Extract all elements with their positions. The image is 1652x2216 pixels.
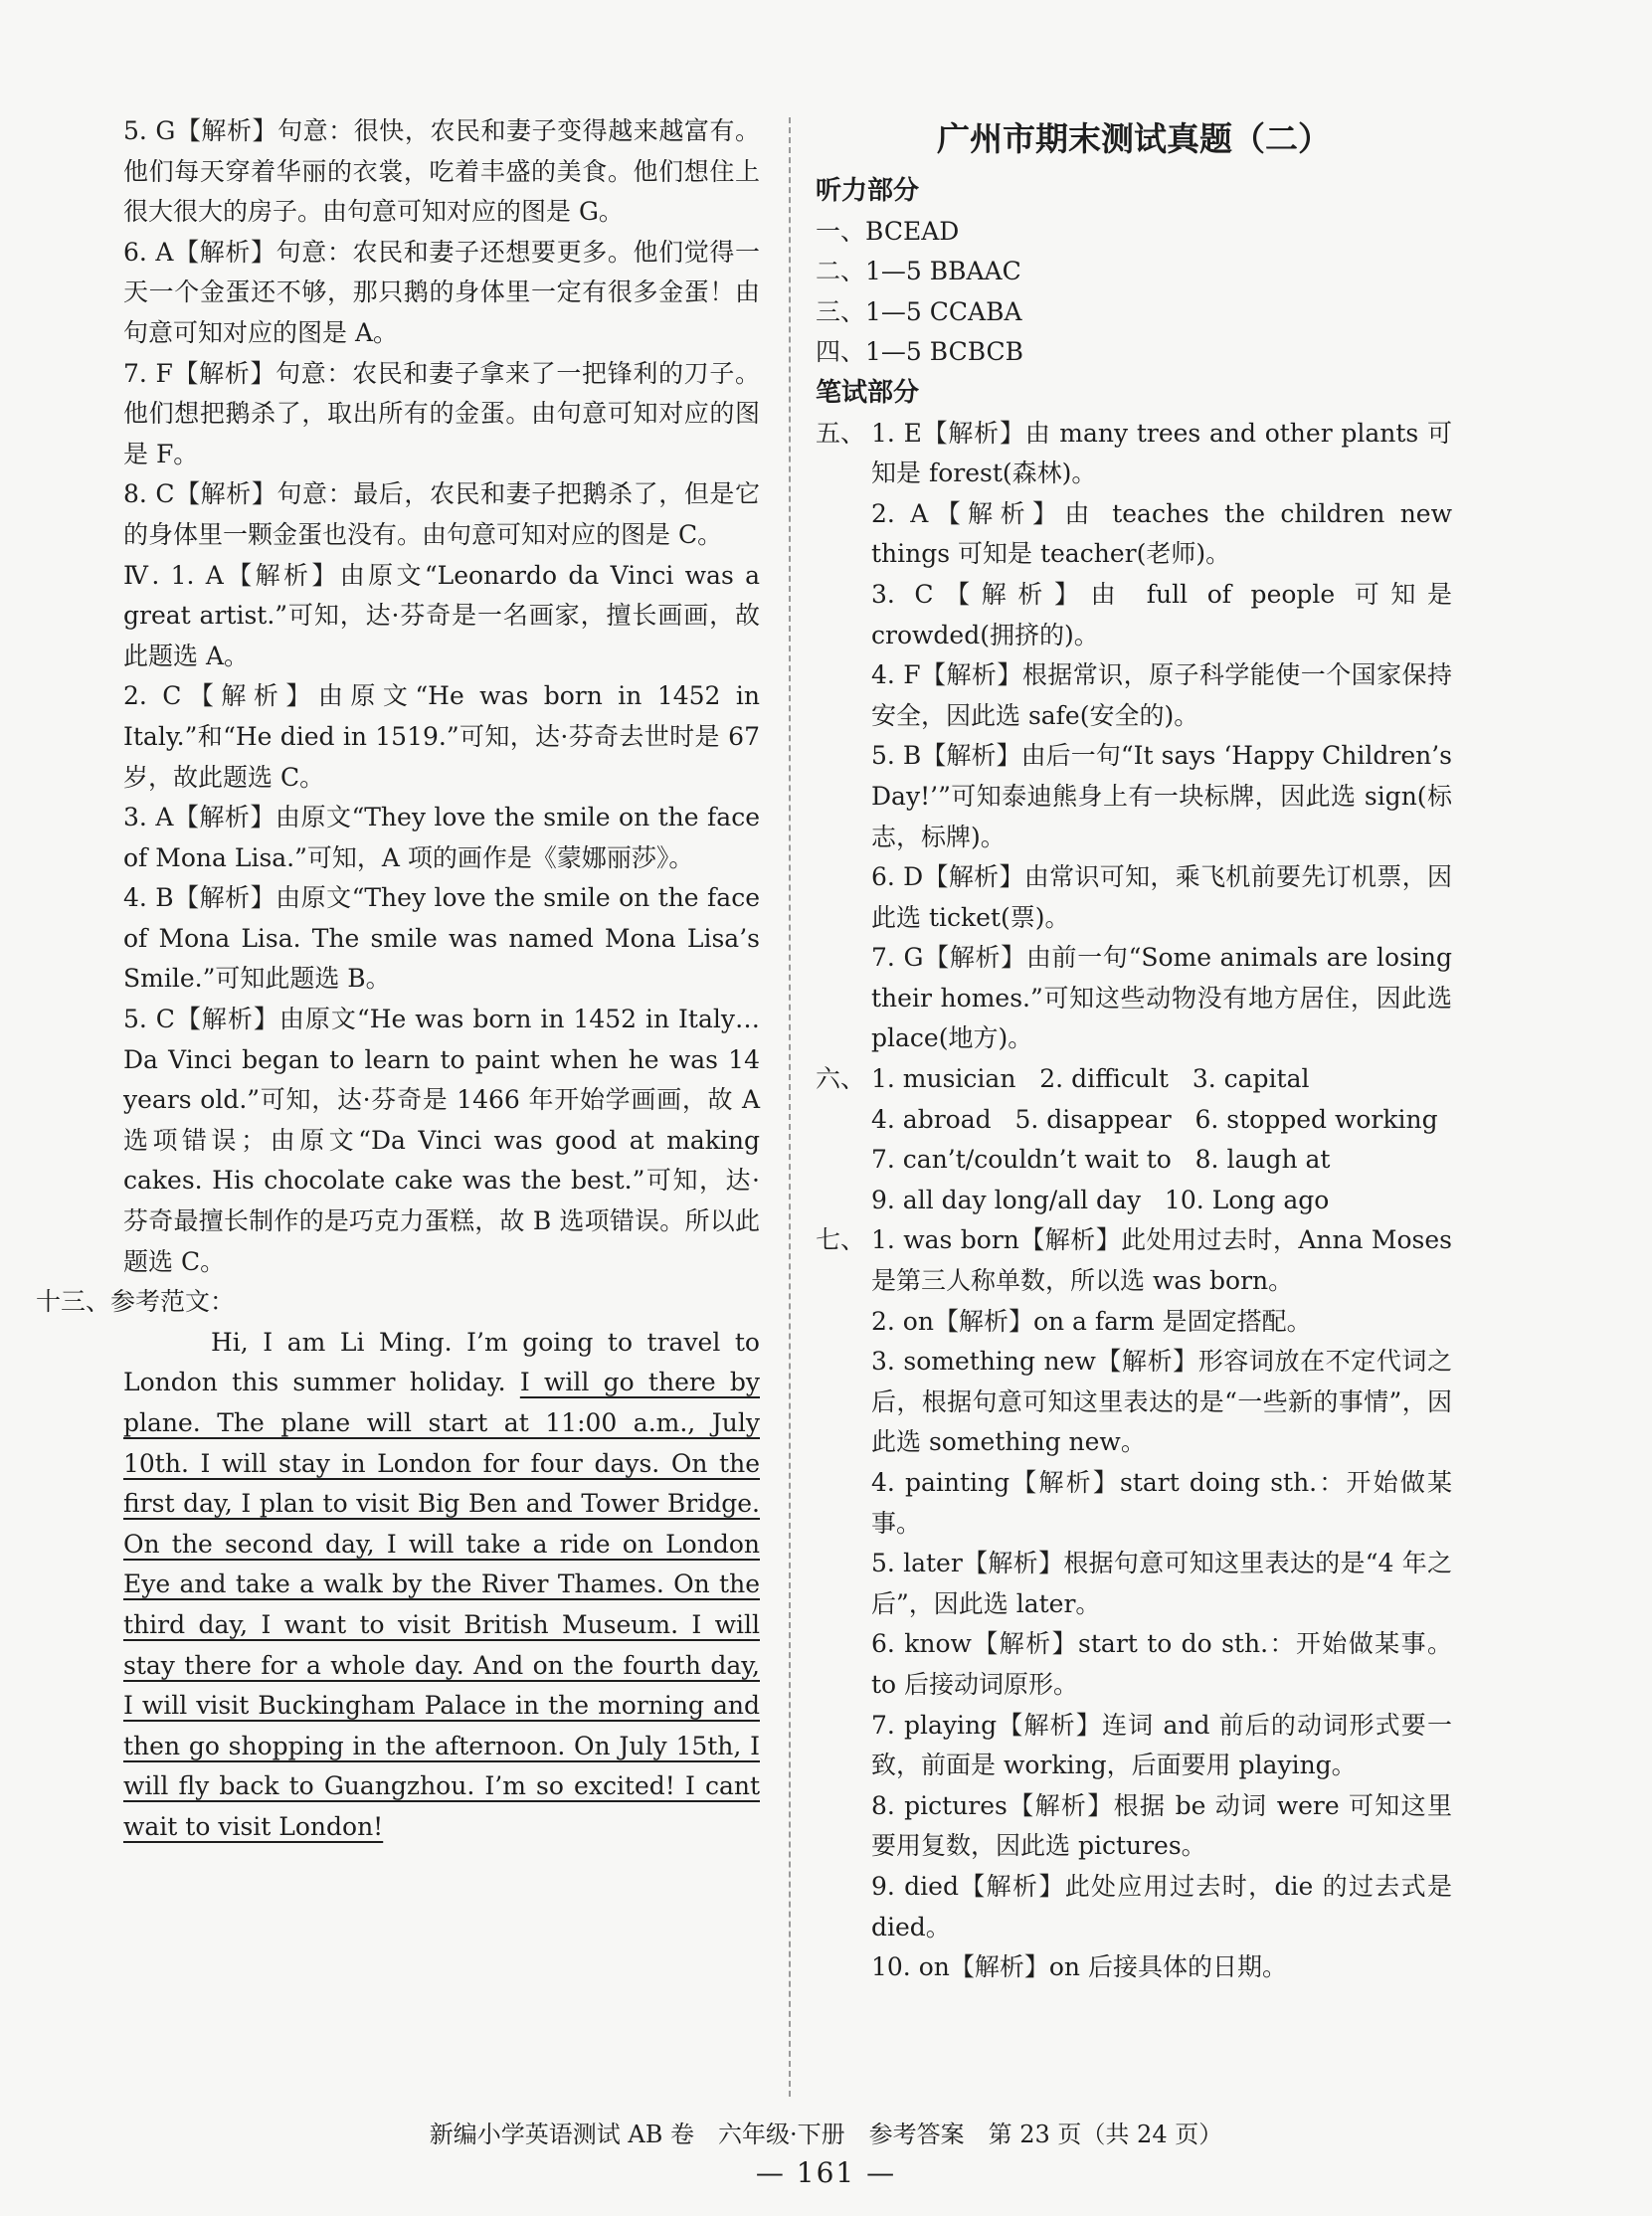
answer-item: 1. was born【解析】此处用过去时，Anna Moses 是第三人称单数，所以选 was born。 (871, 1225, 1452, 1296)
answer-item: 4. B【解析】由原文“They love the smile on the face of Mona Lisa. The smile was named Mona Lisa’s Smile.”可知此题选 B。 (123, 883, 760, 994)
listening-answer: 一、BCEAD (816, 216, 960, 246)
answer-item: 8. pictures【解析】根据 be 动词 were 可知这里要用复数，因此选 pictures。 (871, 1790, 1452, 1861)
answer-item: 8. C【解析】句意：最后，农民和妻子把鹅杀了，但是它的身体里一颗金蛋也没有。由句意可知对应的图是 C。 (123, 479, 760, 549)
answer-item: 5. later【解析】根据句意可知这里表达的是“4 年之后”，因此选 later。 (871, 1549, 1452, 1618)
answer-item: 7. G【解析】由前一句“Some animals are losing their homes.”可知这些动物没有地方居住，因此选 place(地方)。 (871, 943, 1452, 1053)
section-7 (816, 1220, 1452, 1987)
answer-item: 1. E【解析】由 many trees and other plants 可知是 forest(森林)。 (871, 418, 1452, 488)
section-label: 七、 (816, 1225, 866, 1255)
answer-row: 1. musician 2. difficult 3. capital (871, 1064, 1310, 1094)
essay-plain-text: Hi, I am Li Ming. I’m going to travel to London this summer holiday. (123, 1327, 760, 1397)
answer-item: 10. on【解析】on 后接具体的日期。 (871, 1952, 1287, 1982)
answer-item: 5. C【解析】由原文“He was born in 1452 in Italy…Da Vinci began to learn to paint when he was 14 years old.”可知，达·芬奇是 1466 年开始学画画，故 A 选项错误；由原文“Da Vinci was good at making cakes. His chocolate cake was the best.”可知，达·芬奇最擅长制作的是巧克力蛋糕，故 B 选项错误。所以此题选 C。 (123, 1005, 760, 1276)
section-label: 五、 (816, 418, 866, 448)
answer-item: Ⅳ. 1. A【解析】由原文“Leonardo da Vinci was a great artist.”可知，达·芬奇是一名画家，擅长画画，故此题选 A。 (123, 560, 760, 670)
essay-heading: 十三、参考范文： (36, 1287, 236, 1317)
answer-item: 4. F【解析】根据常识，原子科学能使一个国家保持安全，因此选 safe(安全的)。 (871, 660, 1452, 730)
left-column (36, 111, 761, 1848)
page-number: — 161 — (755, 2156, 897, 2189)
answer-item: 2. A【解析】由 teaches the children new things 可知是 teacher(老师)。 (871, 498, 1452, 569)
writing-heading: 笔试部分 (816, 377, 920, 408)
answer-item: 3. something new【解析】形容词放在不定代词之后，根据句意可知这里表达的是“一些新的事情”，因此选 something new。 (871, 1347, 1452, 1457)
answer-item: 9. died【解析】此处应用过去时，die 的过去式是 died。 (871, 1871, 1452, 1941)
section-5 (816, 414, 1452, 1060)
answer-item: 6. know【解析】start to do sth.：开始做某事。to 后接动词原形。 (871, 1629, 1452, 1699)
answer-item: 3. A【解析】由原文“They love the smile on the face of Mona Lisa.”可知，A 项的画作是《蒙娜丽莎》。 (123, 803, 760, 872)
answer-item: 3. C【解析】由 full of people 可知是 crowded(拥挤的)。 (871, 579, 1452, 649)
listening-heading: 听力部分 (816, 176, 920, 206)
footer-caption: 新编小学英语测试 AB 卷 六年级·下册 参考答案 第 23 页（共 24 页） (429, 2121, 1223, 2148)
model-essay (123, 1323, 760, 1848)
answer-item: 2. on【解析】on a farm 是固定搭配。 (871, 1306, 1312, 1336)
answer-row: 9. all day long/all day 10. Long ago (871, 1185, 1330, 1214)
answer-item: 6. D【解析】由常识可知，乘飞机前要先订机票，因此选 ticket(票)。 (871, 862, 1452, 932)
answer-row: 7. can’t/couldn’t wait to 8. laugh at (871, 1145, 1331, 1175)
section-label: 六、 (816, 1064, 866, 1094)
answer-item: 6. A【解析】句意：农民和妻子还想要更多。他们觉得一天一个金蛋还不够，那只鹅的身体里一定有很多金蛋！由句意可知对应的图是 A。 (123, 237, 760, 347)
answer-item: 7. F【解析】句意：农民和妻子拿来了一把锋利的刀子。他们想把鹅杀了，取出所有的金蛋。由句意可知对应的图是 F。 (123, 358, 760, 468)
answer-item: 5. G【解析】句意：很快，农民和妻子变得越来越富有。他们每天穿着华丽的衣裳，吃着丰盛的美食。他们想住上很大很大的房子。由句意可知对应的图是 G。 (123, 116, 760, 227)
listening-answer: 三、1—5 CCABA (816, 296, 1022, 326)
answer-item: 4. painting【解析】start doing sth.：开始做某事。 (871, 1468, 1452, 1538)
page-title: 广州市期末测试真题（二） (937, 119, 1331, 158)
answer-item: 2. C【解析】由原文“He was born in 1452 in Italy.”和“He died in 1519.”可知，达·芬奇去世时是 67 岁，故此题选 C。 (123, 681, 760, 792)
right-column (816, 111, 1452, 1988)
essay-underlined-text: I will go there by plane. The plane will start at 11:00 a.m., July 10th. I will stay in London for four days. On the first day, I plan to visit Big Ben and Tower Bridge. On the second day, I will take a ride on London Eye and take a walk by the River Thames. On the third day, I want to visit British Museum. I will stay there for a whole day. And on the fourth day, I will visit Buckingham Palace in the morning and then go shopping in the afternoon. On July 15th, I will fly back to Guangzhou. I’m so excited! I cant wait to visit London! (123, 1368, 761, 1841)
column-divider (789, 117, 791, 2097)
answer-row: 4. abroad 5. disappear 6. stopped working (871, 1104, 1438, 1134)
listening-answer: 二、1—5 BBAAC (816, 257, 1021, 286)
answer-item: 7. playing【解析】连词 and 前后的动词形式要一致，前面是 working，后面要用 playing。 (871, 1710, 1452, 1780)
section-6 (816, 1059, 1452, 1220)
listening-answer: 四、1—5 BCBCB (816, 337, 1024, 367)
answer-item: 5. B【解析】由后一句“It says ‘Happy Children’s Day!’”可知泰迪熊身上有一块标牌，因此选 sign(标志，标牌)。 (871, 741, 1452, 851)
